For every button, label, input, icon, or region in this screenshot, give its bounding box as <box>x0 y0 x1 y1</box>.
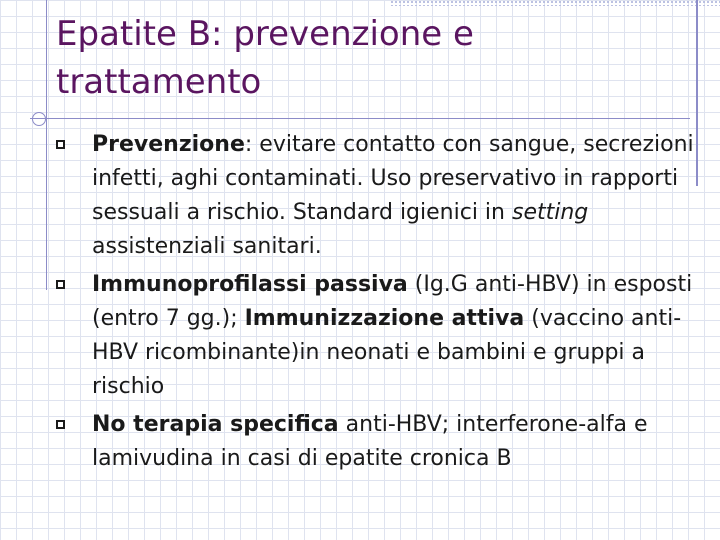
decorative-horizontal-line <box>30 118 690 119</box>
slide-title-line-1: Epatite B: prevenzione e <box>56 14 474 54</box>
bullet-marker-icon <box>56 420 65 429</box>
bullet-immunoprofilassi <box>56 268 706 404</box>
bullet-list <box>56 128 706 476</box>
bullet-text: assistenziali sanitari. <box>92 234 322 259</box>
bullet-terapia <box>56 408 706 476</box>
bullet-prevenzione <box>56 128 706 264</box>
bullet-italic-text: setting <box>511 200 589 225</box>
bullet-bold-text: Immunizzazione attiva <box>244 306 525 331</box>
bullet-text: anti-HBV; interferone-alfa e lamivudina in casi di epatite cronica B <box>92 412 648 471</box>
bullet-bold-text: Immunoprofilassi passiva <box>92 272 408 297</box>
slide-title <box>56 10 676 106</box>
bullet-text: (Ig.G anti-HBV) in esposti (entro 7 gg.); <box>92 272 693 331</box>
bullet-text: : evitare contatto con sangue, secrezioni infetti, aghi contaminati. Uso preservativo in rapporti sessuali a rischio. Standard igienici in <box>92 132 694 225</box>
slide-title-line-2: trattamento <box>56 62 262 102</box>
decorative-vertical-line-left <box>46 0 47 290</box>
bullet-marker-icon <box>56 280 65 289</box>
bullet-bold-text: No terapia specifica <box>92 412 339 437</box>
decorative-circle-icon <box>32 112 46 126</box>
bullet-bold-text: Prevenzione <box>92 132 245 157</box>
bullet-text: (vaccino anti-HBV ricombinante)in neonati e bambini e gruppi a rischio <box>92 306 682 399</box>
bullet-marker-icon <box>56 140 65 149</box>
decorative-top-band <box>390 0 720 6</box>
